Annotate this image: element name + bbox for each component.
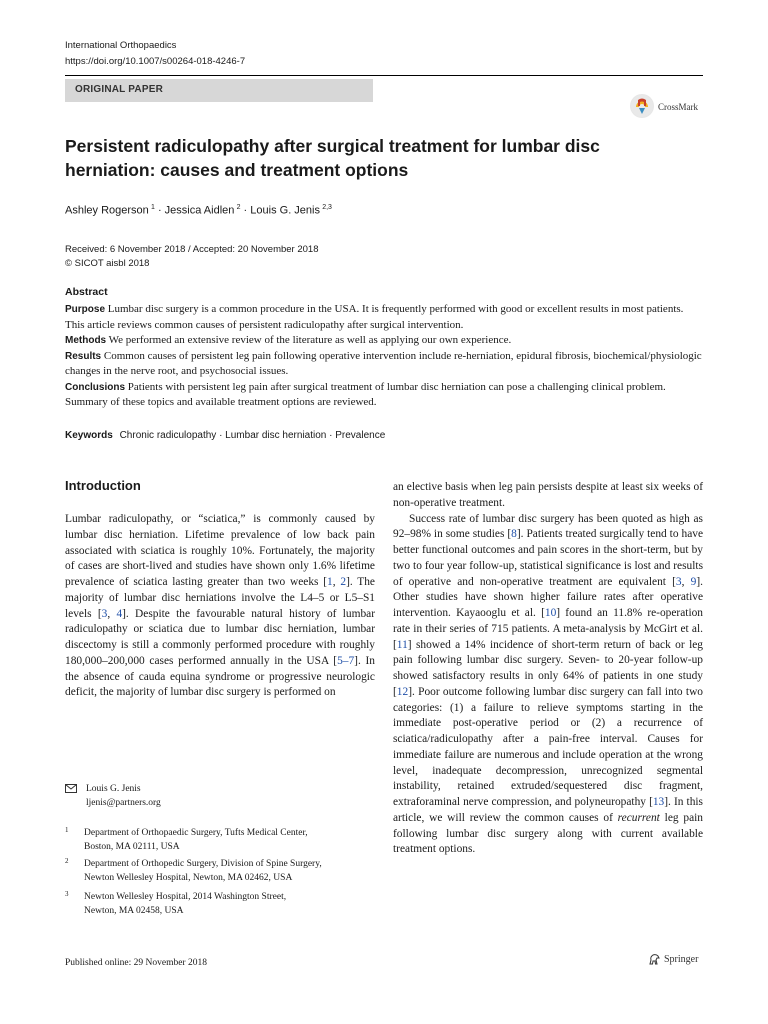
copyright-icon: © [65, 258, 72, 269]
text-run: ]. In the absence of cauda equina syndrome or progressive neurologic deficit, the majority of lumbar disc surgery is performed on [65, 654, 375, 699]
crossmark-label: CrossMark [658, 102, 698, 112]
abstract-heading: Abstract [65, 286, 108, 298]
text-run: , [107, 607, 117, 620]
section-band [65, 79, 373, 102]
affiliation-line: Department of Orthopedic Surgery, Division of Spine Surgery, [84, 859, 322, 869]
author-affiliation-mark: 2 [236, 204, 241, 211]
publisher-name: Springer [664, 954, 699, 965]
abstract-conclusions [65, 380, 705, 411]
text-run: , [332, 576, 341, 588]
citation-link[interactable]: 2 [340, 576, 347, 588]
abstract-text: Common causes of persistent leg pain following operative intervention include re-herniation, epidural fibrosis, biochemical/physiologic changes in the nerve root, and psychosocial issues. [65, 349, 702, 377]
author-name[interactable]: Jessica Aidlen [164, 204, 235, 217]
abstract-label: Purpose [65, 304, 106, 315]
journal-name: International Orthopaedics [65, 40, 177, 51]
header-rule [65, 75, 703, 76]
abstract-label: Conclusions [65, 381, 126, 393]
abstract-label: Results [65, 350, 102, 362]
citation-link[interactable]: 12 [396, 685, 409, 698]
section-label: ORIGINAL PAPER [75, 84, 163, 95]
text-run: ]. Poor outcome following lumbar disc surgery can fall into two categories: (1) a failure to relieve symptoms starting in the immediate post-operative period or (2) a recurrence of sciatica/radiculopathy after a pain-free interval. Causes for immediate failure are numerous and include operation at the wrong level, inadequate decompression, unrecognized segmental instability, retained extruded/sequestered disc fragment, extraforaminal nerve compression, and polyneuropathy [ [393, 685, 703, 808]
corresponding-author-email[interactable]: ljenis@partners.org [86, 798, 161, 808]
author-list [65, 204, 332, 217]
corresponding-author-name: Louis G. Jenis [86, 784, 141, 794]
crossmark-badge[interactable] [630, 94, 725, 120]
body-column-left [65, 512, 375, 701]
paper-title: Persistent radiculopathy after surgical treatment for lumbar disc herniation: causes and treatment options [65, 136, 600, 180]
citation-link[interactable]: 10 [544, 607, 557, 619]
text-run: ] showed a 14% incidence of short-term return of back or leg pain following lumbar disc surgery. Seven- to 20-year follow-up showed satisfactory results in only 64% of patients in one study [ [393, 638, 703, 698]
received-accepted-dates: Received: 6 November 2018 / Accepted: 20 November 2018 [65, 244, 319, 255]
paragraph [65, 512, 375, 701]
body-column-right [393, 480, 703, 858]
affiliation-number: 1 [65, 826, 69, 834]
abstract-purpose [65, 302, 705, 333]
text-run: ]. The majority of lumbar disc herniations involve the L4–5 or L5–S1 levels [ [65, 576, 375, 620]
text-run: ] found an 11.8% re-operation rate in their series of 715 patients. A meta-analysis by McGirt et al. [ [393, 607, 703, 651]
affiliation-line: Newton, MA 02458, USA [84, 906, 184, 916]
abstract-methods [65, 333, 705, 349]
citation-link[interactable]: 8 [511, 528, 517, 541]
text-run: ]. Despite the favourable natural history of lumbar radiculopathy or sciatica due to lumbar disc herniation, lumbar discectomy is still a commonly performed procedure with roughly 180,000–200,000 cases performed annually in the USA [ [65, 607, 375, 667]
affiliation [84, 857, 374, 885]
citation-link[interactable]: 11 [396, 638, 408, 651]
paragraph [393, 512, 703, 859]
text-run: leg pain following lumbar disc surgery along with current available treatment options. [393, 811, 703, 856]
author-name[interactable]: Louis G. Jenis [250, 204, 320, 217]
affiliation [84, 890, 374, 918]
paragraph [393, 480, 703, 512]
copyright-line [65, 258, 149, 269]
envelope-icon [65, 784, 77, 796]
abstract-label: Methods [65, 335, 107, 346]
text-run: , [681, 575, 691, 588]
keywords-text: Chronic radiculopathy · Lumbar disc herniation · Prevalence [119, 430, 386, 441]
abstract-results [65, 349, 705, 380]
text-run: ]. In this article, we will review the common causes of [393, 796, 703, 824]
abstract-text: Patients with persistent leg pain after surgical treatment of lumbar disc herniation can pose a challenging clinical problem. Summary of these topics and available treatment options are reviewed. [65, 380, 666, 408]
keywords-label: Keywords [65, 430, 113, 441]
text-run: ]. Patients treated surgically tend to have better functional outcomes and pain scores in the short-term, but by two to four year follow-up, statistical significance is lost and results of operative and non-operative treatment are equivalent [ [393, 528, 703, 588]
citation-link[interactable]: 5–7 [337, 654, 355, 667]
author-separator: · [154, 204, 165, 217]
affiliation-line: Newton Wellesley Hospital, Newton, MA 02462, USA [84, 873, 293, 883]
springer-horse-icon [648, 953, 661, 966]
affiliation-number: 2 [65, 857, 69, 865]
affiliation-number: 3 [65, 890, 69, 898]
citation-link[interactable]: 3 [101, 607, 108, 620]
published-online-date: Published online: 29 November 2018 [65, 958, 207, 968]
citation-link[interactable]: 4 [116, 607, 123, 620]
emphasis: recurrent [617, 811, 660, 824]
crossmark-icon [630, 94, 654, 118]
affiliation [84, 826, 374, 854]
citation-link[interactable]: 3 [675, 575, 682, 588]
citation-link[interactable]: 13 [652, 796, 665, 808]
citation-link[interactable]: 1 [327, 576, 333, 588]
affiliation-line: Department of Orthopaedic Surgery, Tufts Medical Center, [84, 828, 308, 838]
introduction-heading: Introduction [65, 478, 141, 493]
doi-link[interactable]: https://doi.org/10.1007/s00264-018-4246-7 [65, 56, 246, 67]
keywords [65, 430, 385, 441]
author-name[interactable]: Ashley Rogerson [65, 204, 149, 217]
abstract-text: We performed an extensive review of the literature as well as applying our own experience. [108, 334, 512, 346]
abstract-text: Lumbar disc surgery is a common procedure in the USA. It is frequently performed with good or excellent results in most patients. This article reviews common causes of persistent radiculopathy after surgical intervention. [65, 303, 684, 331]
copyright-text: SICOT aisbl 2018 [74, 258, 150, 269]
citation-link[interactable]: 9 [690, 575, 697, 588]
text-run: Lumbar radiculopathy, or “sciatica,” is commonly caused by lumbar disc herniation. Lifetime prevalence of low back pain associated with sciatica is roughly 10%. Fortunately, the majority of cases are short-lived and studies have shown only 1.6% lifetime prevalence of sciatica lasting greater than two weeks [ [65, 513, 375, 588]
text-run: ]. Other studies have shown higher failure rates after operative intervention. Kayaooglu et al. [ [393, 575, 703, 619]
author-affiliation-mark: 2,3 [322, 204, 332, 211]
text-run: an elective basis when leg pain persists despite at least six weeks of non-operative treatment. [393, 481, 703, 509]
affiliation-line: Boston, MA 02111, USA [84, 842, 180, 852]
abstract [65, 302, 705, 411]
author-separator: · [240, 204, 251, 217]
author-affiliation-mark: 1 [150, 204, 155, 211]
affiliation-line: Newton Wellesley Hospital, 2014 Washington Street, [84, 892, 287, 902]
text-run: Success rate of lumbar disc surgery has been quoted as high as 92–98% in some studies [ [393, 512, 703, 541]
